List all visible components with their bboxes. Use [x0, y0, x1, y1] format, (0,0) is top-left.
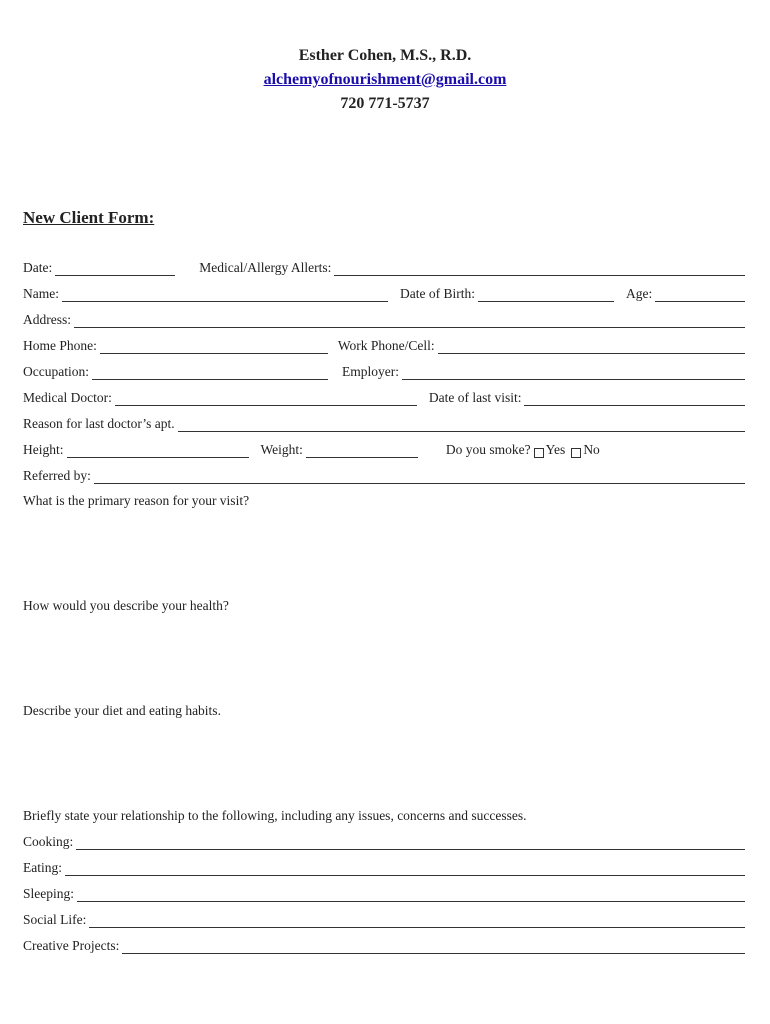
row-cooking: [23, 830, 745, 850]
weight-label: Weight:: [260, 442, 303, 457]
row-doctor: [23, 386, 745, 406]
smoke-question: [446, 442, 600, 458]
age-label: Age:: [625, 286, 653, 301]
creative-projects-field[interactable]: [122, 939, 745, 954]
eating-field[interactable]: [65, 861, 745, 876]
smoke-yes-checkbox[interactable]: [534, 448, 544, 458]
smoke-no-checkbox[interactable]: [571, 448, 581, 458]
smoke-yes-label: Yes: [545, 442, 566, 457]
referred-by-label: Referred by:: [23, 468, 91, 483]
medical-doctor-field[interactable]: [115, 391, 417, 406]
medical-allergy-label: Medical/Allergy Allerts:: [199, 260, 332, 275]
social-life-label: Social Life:: [23, 912, 87, 927]
employer-field[interactable]: [402, 365, 745, 380]
address-field[interactable]: [74, 313, 745, 328]
work-phone-field[interactable]: [438, 339, 745, 354]
name-label: Name:: [23, 286, 59, 301]
diet-question: Describe your diet and eating habits.: [23, 703, 221, 718]
address-label: Address:: [23, 312, 71, 327]
reason-last-apt-field[interactable]: [178, 417, 745, 432]
row-height: [23, 438, 745, 458]
home-phone-field[interactable]: [100, 339, 328, 354]
practitioner-name: Esther Cohen, M.S., R.D.: [298, 47, 472, 64]
smoke-label: Do you smoke?: [445, 442, 531, 457]
smoke-no-label: No: [583, 442, 600, 457]
referred-by-field[interactable]: [94, 469, 745, 484]
row-social-life: [23, 908, 745, 928]
height-label: Height:: [23, 442, 64, 457]
name-field[interactable]: [62, 287, 388, 302]
cooking-field[interactable]: [76, 835, 745, 850]
age-field[interactable]: [655, 287, 745, 302]
relationship-question: Briefly state your relationship to the following, including any issues, concerns and successes.: [23, 808, 527, 823]
employer-label: Employer:: [341, 364, 399, 379]
height-field[interactable]: [67, 443, 249, 458]
row-referred: [23, 464, 745, 484]
medical-allergy-field[interactable]: [334, 261, 745, 276]
dob-field[interactable]: [478, 287, 614, 302]
last-visit-label: Date of last visit:: [428, 390, 522, 405]
row-occupation: [23, 360, 745, 380]
occupation-label: Occupation:: [23, 364, 89, 379]
row-date: [23, 256, 745, 276]
reason-last-apt-label: Reason for last doctor’s apt.: [23, 416, 175, 431]
medical-doctor-label: Medical Doctor:: [23, 390, 112, 405]
creative-projects-label: Creative Projects:: [23, 938, 120, 953]
occupation-field[interactable]: [92, 365, 328, 380]
work-phone-label: Work Phone/Cell:: [337, 338, 435, 353]
row-address: [23, 308, 745, 328]
sleeping-label: Sleeping:: [23, 886, 74, 901]
phone-number: 720 771-5737: [340, 95, 430, 112]
row-creative-projects: [23, 934, 745, 954]
sleeping-field[interactable]: [77, 887, 745, 902]
home-phone-label: Home Phone:: [23, 338, 97, 353]
row-eating: [23, 856, 745, 876]
date-field[interactable]: [55, 261, 175, 276]
row-name: [23, 282, 745, 302]
row-phone: [23, 334, 745, 354]
row-reason: [23, 412, 745, 432]
form-title: New Client Form:: [23, 208, 155, 227]
primary-reason-question: What is the primary reason for your visit?: [23, 493, 250, 508]
social-life-field[interactable]: [89, 913, 745, 928]
dob-label: Date of Birth:: [400, 286, 475, 301]
row-sleeping: [23, 882, 745, 902]
health-question: How would you describe your health?: [23, 598, 229, 613]
weight-field[interactable]: [306, 443, 418, 458]
letterhead: [0, 44, 770, 116]
email-link[interactable]: alchemyofnourishment@gmail.com: [263, 71, 507, 88]
eating-label: Eating:: [23, 860, 62, 875]
last-visit-field[interactable]: [524, 391, 745, 406]
date-label: Date:: [23, 260, 53, 275]
cooking-label: Cooking:: [23, 834, 74, 849]
